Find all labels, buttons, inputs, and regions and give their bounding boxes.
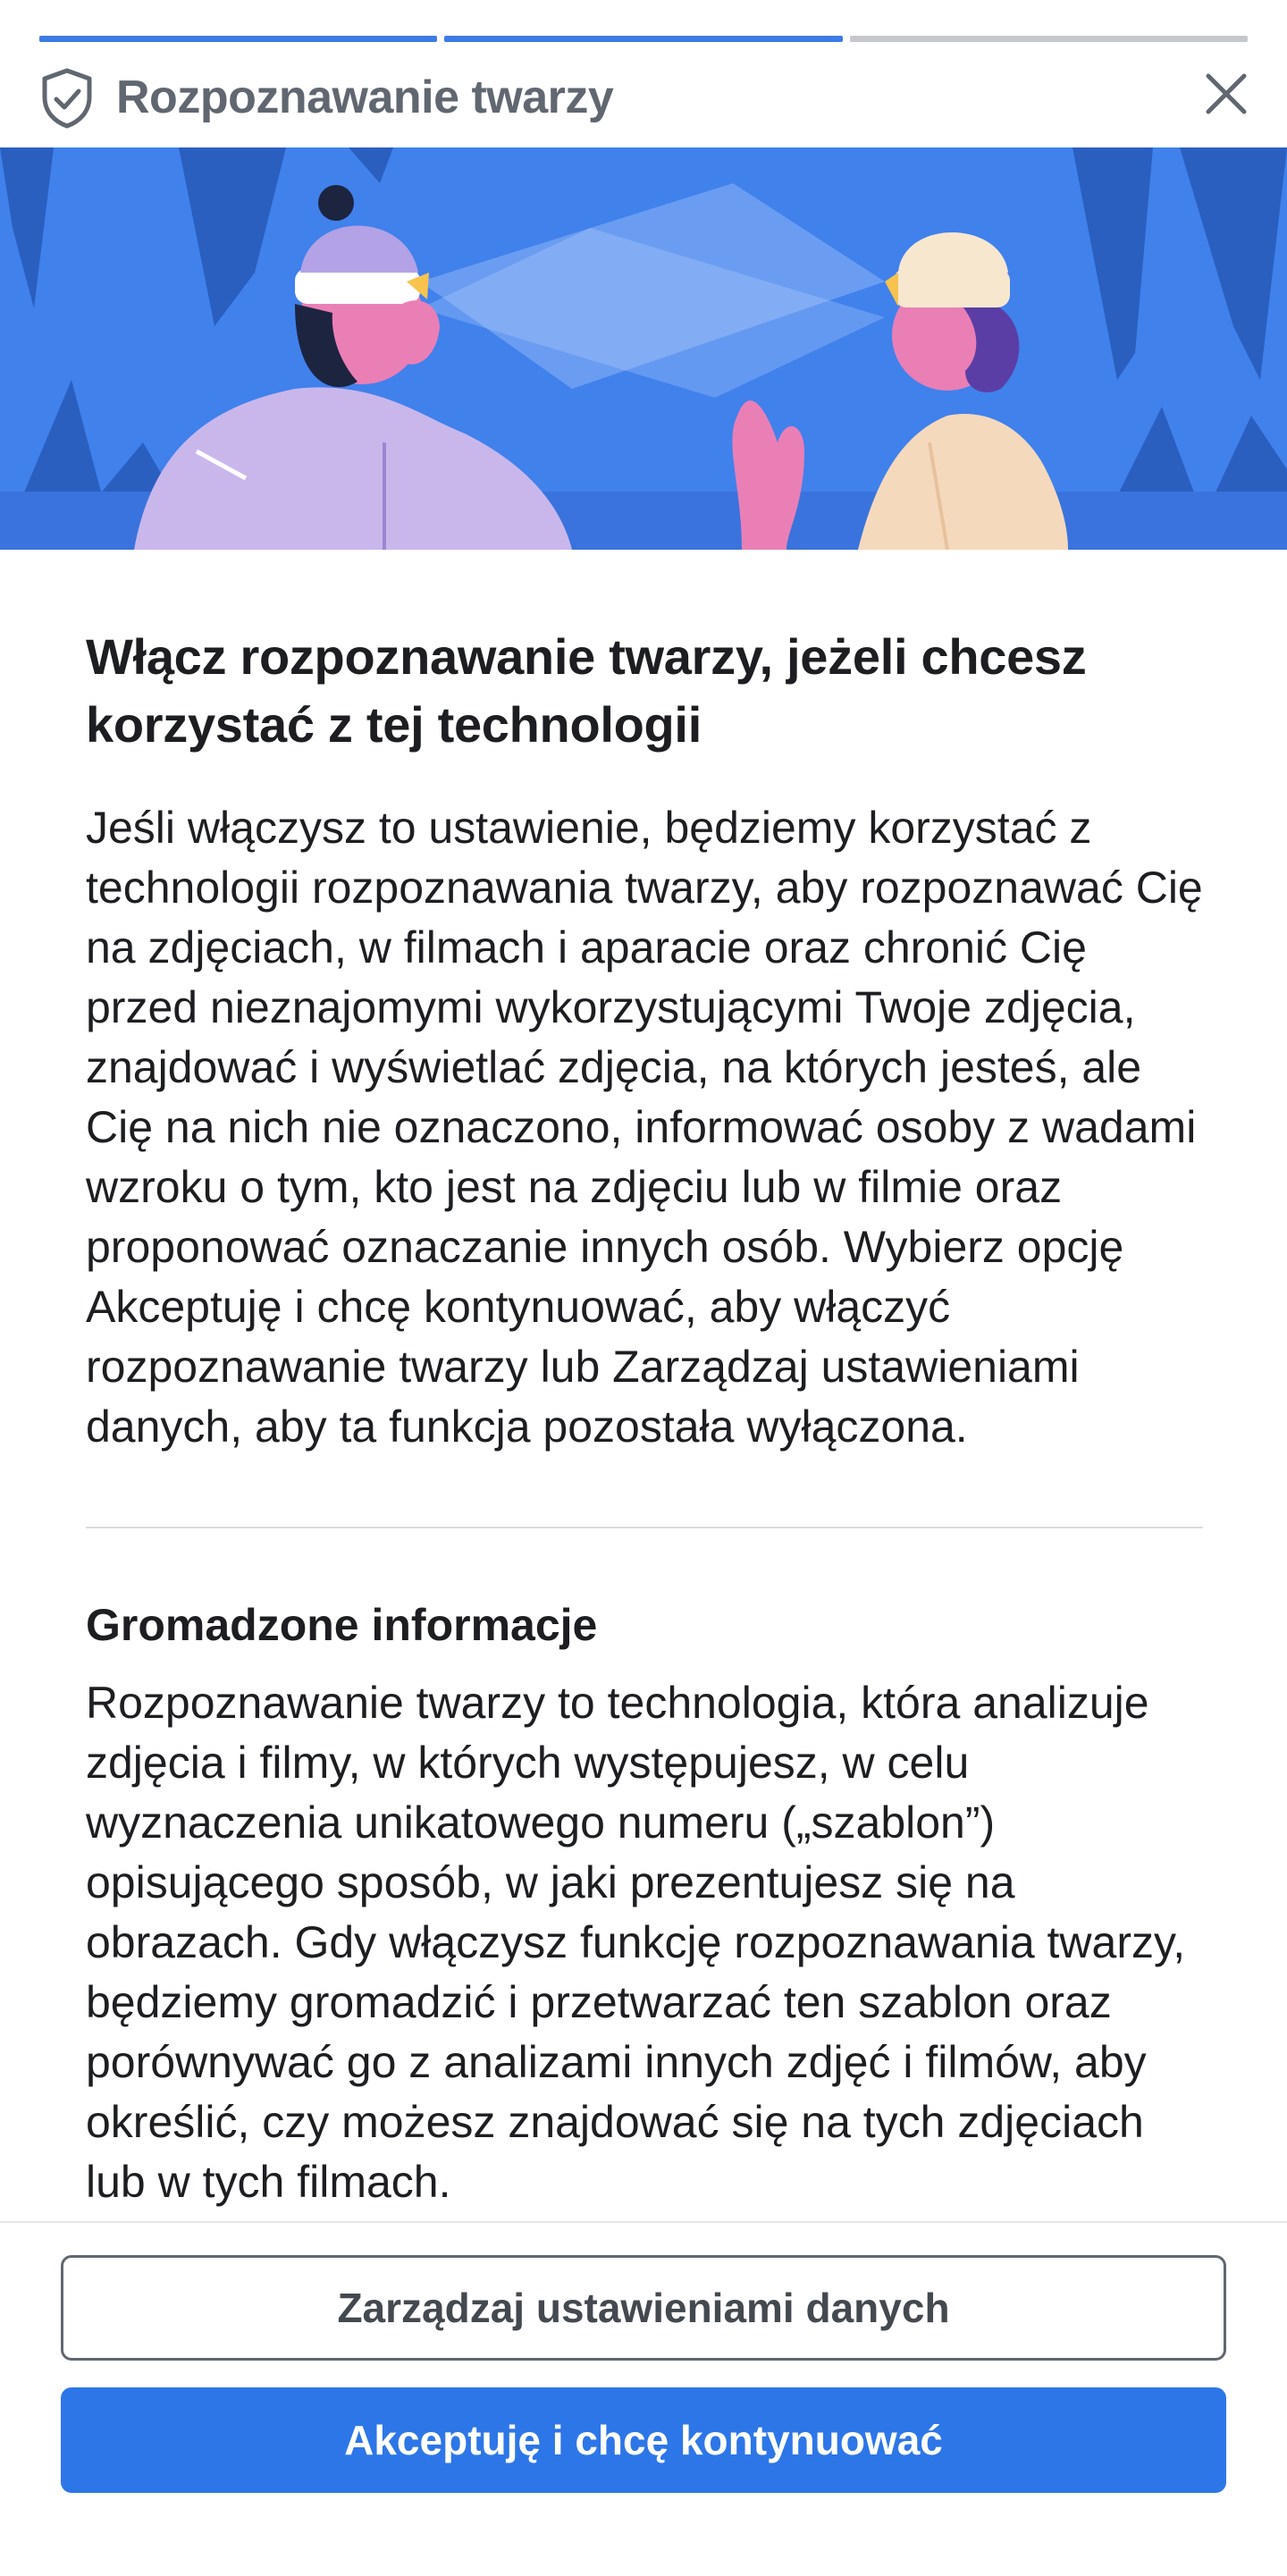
accept-and-continue-button[interactable]: Akceptuję i chcę kontynuować (61, 2387, 1226, 2493)
section-description: Rozpoznawanie twarzy to technologia, która analizuje zdjęcia i filmy, w których występujesz, w celu wyznaczenia unikatowego numeru („szablon”) opisującego sposób, w jaki prezentujesz się na obrazach. Gdy włączysz funkcję rozpoznawania twarzy, będziemy gromadzić i przetwarzać ten szablon oraz porównywać go z analizami innych zdjęć i filmów, aby określić, czy możesz znajdować się na tych zdjęciach lub w tych filmach. (86, 1678, 1186, 2207)
manage-data-settings-button[interactable]: Zarządzaj ustawieniami danych (61, 2255, 1226, 2361)
dialog-footer (0, 2221, 1287, 2576)
scrollable-content[interactable] (0, 550, 1287, 2221)
section-divider (86, 1527, 1203, 1528)
shield-check-icon (39, 67, 95, 130)
main-heading: Włącz rozpoznawanie twarzy, jeżeli chcesz korzystać z tej technologii (86, 628, 1087, 753)
two-people-face-recognition-illustration (0, 147, 1287, 550)
main-description: Jeśli włączysz to ustawienie, będziemy korzystać z technologii rozpoznawania twarzy, aby rozpoznawać Cię na zdjęciach, w filmach i aparacie oraz chronić Cię przed nieznajomymi wykorzystującymi Twoje zdjęcia, znajdować i wyświetlać zdjęcia, na których jesteś, ale Cię na nich nie oznaczono, informować osoby z wadami wzroku o tym, kto jest na zdjęciu lub w filmie oraz proponować oznaczanie innych osób. Wybierz opcję Akceptuję i chcę kontynuować, aby włączyć rozpoznawanie twarzy lub Zarządzaj ustawieniami danych, aby ta funkcja pozostała wyłączona. (86, 803, 1203, 1452)
section-heading: Gromadzone informacje (86, 1600, 598, 1650)
close-icon[interactable] (1201, 69, 1251, 119)
dialog-title: Rozpoznawanie twarzy (116, 72, 614, 123)
progress-step-2 (444, 36, 842, 42)
hero-illustration (0, 147, 1287, 550)
progress-step-3 (850, 36, 1248, 42)
progress-steps (39, 36, 1248, 42)
progress-step-1 (39, 36, 437, 42)
dialog-header (0, 42, 1287, 147)
